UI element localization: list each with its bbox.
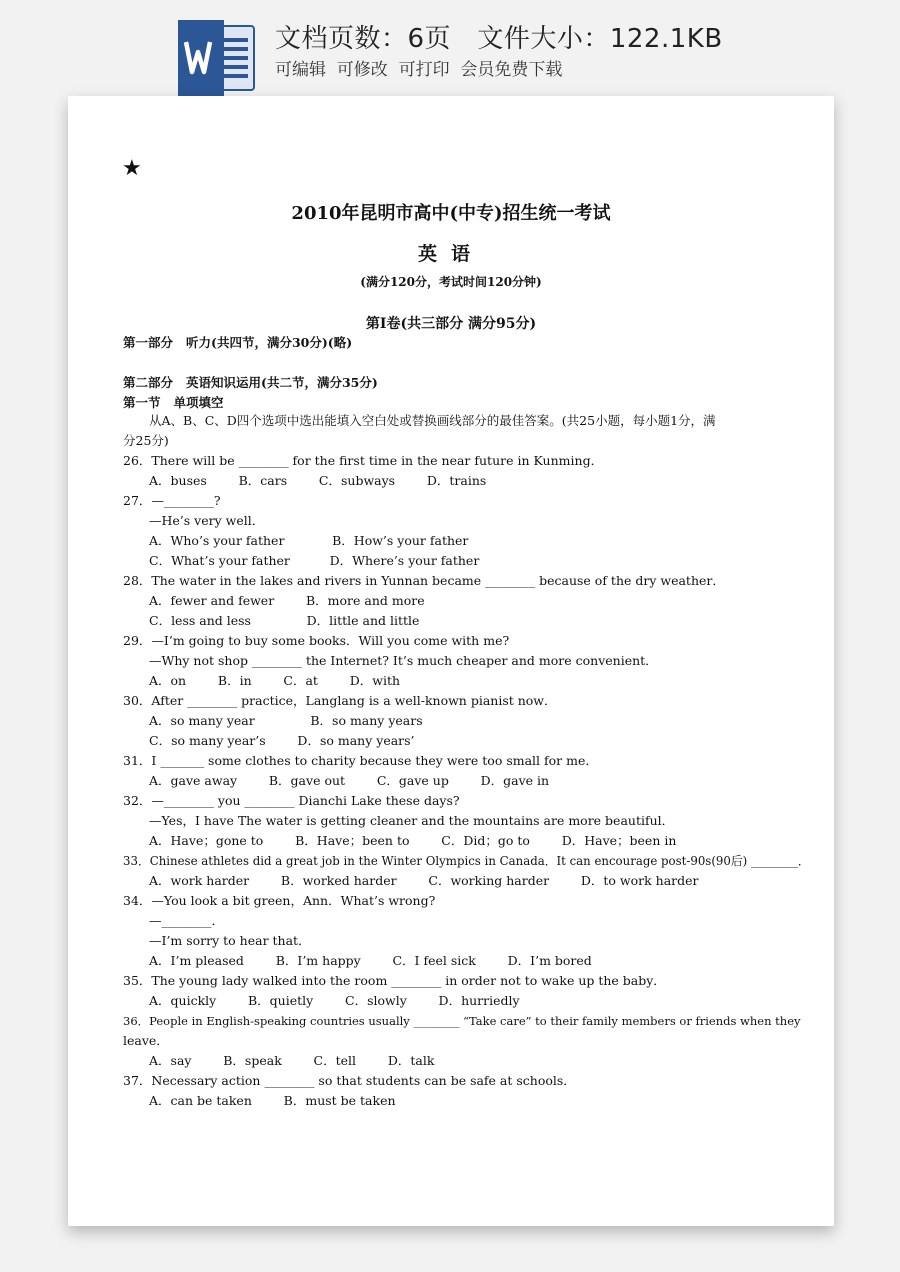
- dialogue-line: —I’m sorry to hear that．: [149, 933, 311, 948]
- file-size: 文件大小：122.1KB: [477, 24, 723, 54]
- option-line: A．so many year B．so many years: [149, 713, 423, 728]
- question-line: 37．Necessary action ________ so that students can be safe at schools．: [123, 1073, 576, 1088]
- instruction-line: 分25分): [123, 433, 169, 448]
- option-line: A．I’m pleased B．I’m happy C．I feel sick D．I’m bored: [149, 953, 592, 968]
- question-line: 32．—________ you ________ Dianchi Lake these days?: [123, 793, 460, 808]
- question-line: 34．—You look a bit green，Ann．What’s wrong?: [123, 893, 436, 908]
- option-line: A．say B．speak C．tell D．talk: [149, 1053, 435, 1068]
- question-line: 30．After ________ practice，Langlang is a well-known pianist now．: [123, 693, 557, 708]
- option-line: A．Who’s your father B．How’s your father: [149, 533, 469, 548]
- question-line: 26．There will be ________ for the first time in the near future in Kunming．: [123, 453, 604, 468]
- instruction-line: 从A、B、C、D四个选项中选出能填入空白处或替换画线部分的最佳答案。(共25小题，每小题1分，满: [149, 413, 716, 428]
- document-info-banner: [0, 0, 900, 100]
- option-line: C．so many year’s D．so many years’: [149, 733, 415, 748]
- question-line: 31．I _______ some clothes to charity because they were too small for me．: [123, 753, 598, 768]
- question-line: 27．—________?: [123, 493, 221, 508]
- section1-heading: 第一节 单项填空: [123, 395, 224, 410]
- option-line: A．work harder B．worked harder C．working harder D．to work harder: [149, 873, 699, 888]
- question-line: 28．The water in the lakes and rivers in Yunnan became ________ because of the dry weather．: [123, 573, 725, 588]
- subject-title: 英语: [417, 243, 484, 265]
- dialogue-line: —He’s very well．: [149, 513, 265, 528]
- question-line: 29．—I’m going to buy some books．Will you come with me?: [123, 633, 510, 648]
- part2-heading: 第二部分 英语知识运用(共二节，满分35分): [123, 375, 378, 390]
- option-line: A．can be taken B．must be taken: [149, 1093, 396, 1108]
- dialogue-line: —________．: [149, 913, 225, 928]
- option-line: A．fewer and fewer B．more and more: [149, 593, 425, 608]
- score-time-note: (满分120分，考试时间120分钟): [360, 275, 542, 289]
- exam-title: 2010年昆明市高中(中专)招生统一考试: [291, 203, 611, 224]
- dialogue-line: —Why not shop ________ the Internet? It’s much cheaper and more convenient．: [149, 653, 658, 668]
- option-line: C．less and less D．little and little: [149, 613, 420, 628]
- option-line: A．quickly B．quietly C．slowly D．hurriedly: [149, 993, 520, 1008]
- document-actions: 可编辑 可修改 可打印 会员免费下载: [275, 60, 563, 80]
- option-line: A．buses B．cars C．subways D．trains: [149, 473, 487, 488]
- option-line: A．on B．in C．at D．with: [149, 673, 401, 688]
- question-line: 35．The young lady walked into the room ________ in order not to wake up the baby．: [123, 973, 666, 988]
- option-line: A．gave away B．gave out C．gave up D．gave in: [149, 773, 550, 788]
- dialogue-line: —Yes，I have The water is getting cleaner and the mountains are more beautiful．: [149, 813, 675, 828]
- star-mark: ★: [122, 156, 142, 181]
- question-line: 36．People in English-speaking countries usually ________ “Take care” to their family members or friends when they: [123, 1014, 801, 1028]
- volume-heading: 第Ⅰ卷(共三部分 满分95分): [365, 316, 537, 332]
- exam-page: [68, 96, 834, 1226]
- word-document-icon: [178, 20, 258, 96]
- page-count: 文档页数：6页: [275, 24, 452, 54]
- document-stats: [275, 18, 723, 55]
- option-line: A．Have；gone to B．Have；been to C．Did；go to D．Have；been in: [149, 833, 677, 848]
- part1-heading: 第一部分 听力(共四节，满分30分)(略): [123, 335, 353, 350]
- question-line: 33．Chinese athletes did a great job in the Winter Olympics in Canada．It can encourage post-90s(90后) ________．: [123, 854, 810, 868]
- question-line-continued: leave．: [123, 1033, 169, 1048]
- option-line: C．What’s your father D．Where’s your father: [149, 553, 480, 568]
